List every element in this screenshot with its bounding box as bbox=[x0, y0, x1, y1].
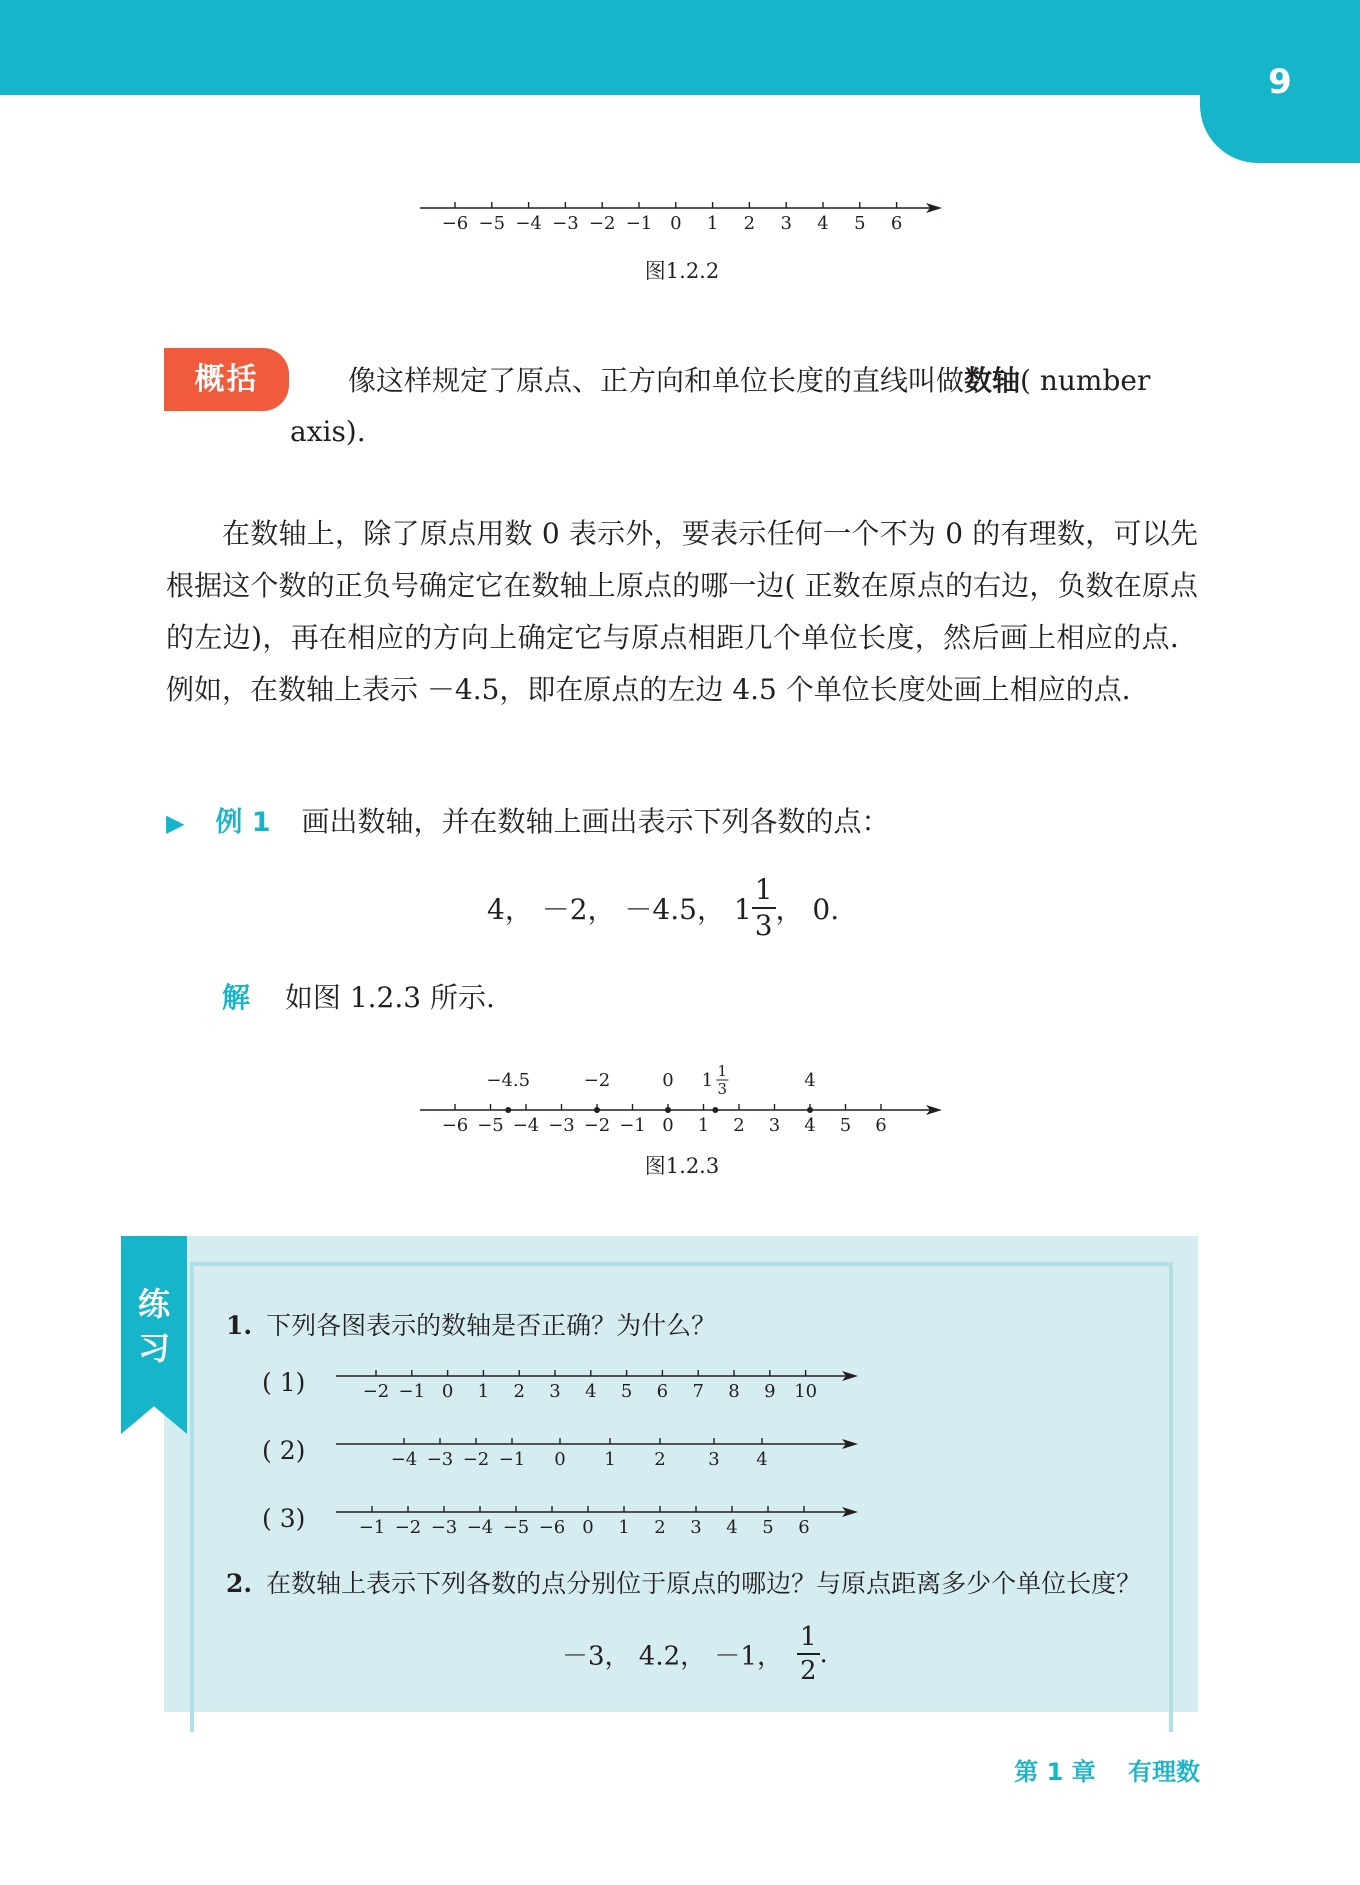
data-point bbox=[712, 1107, 718, 1113]
axis-1-label: ( 1) bbox=[262, 1368, 306, 1397]
tick-label: 7 bbox=[692, 1381, 704, 1402]
example-numbers-suffix: ， 0. bbox=[775, 893, 840, 926]
tick-label: 6 bbox=[890, 213, 903, 234]
exercise-tag bbox=[121, 1282, 187, 1370]
tick-label: 0 bbox=[662, 1115, 674, 1136]
example-numbers bbox=[487, 873, 840, 942]
tick-label: 1 bbox=[706, 213, 719, 234]
summary-text-line1 bbox=[348, 355, 1150, 407]
point-label: −4.5 bbox=[486, 1070, 531, 1091]
question-2-number: 2. bbox=[226, 1569, 253, 1598]
tick-label: 4 bbox=[726, 1517, 738, 1538]
summary-tag: 概括 bbox=[164, 348, 289, 411]
tick-label: 2 bbox=[733, 1115, 745, 1136]
fraction-denominator: 3 bbox=[754, 909, 773, 942]
tick-label: −4 bbox=[466, 1517, 494, 1538]
tick-label: 1 bbox=[618, 1517, 630, 1538]
tick-label: 2 bbox=[654, 1517, 666, 1538]
tick-label: 4 bbox=[804, 1115, 816, 1136]
tick-label: 2 bbox=[654, 1449, 666, 1470]
summary-text-line2: axis). bbox=[290, 415, 366, 448]
tick-label: −2 bbox=[362, 1381, 390, 1402]
point-label: 4 bbox=[804, 1070, 816, 1091]
q2-fraction-numerator: 1 bbox=[797, 1624, 820, 1655]
tick-label: 4 bbox=[817, 213, 829, 234]
exercise-tag-line1: 练 bbox=[137, 1285, 170, 1323]
tick-label: −3 bbox=[548, 1115, 575, 1136]
fraction-numerator: 1 bbox=[752, 876, 776, 909]
figure-caption-1-2-2: 图1.2.2 bbox=[644, 259, 720, 283]
tick-label: −3 bbox=[430, 1517, 458, 1538]
q2-fraction-denominator: 2 bbox=[799, 1656, 817, 1686]
q2-numbers-prefix: －3， 4.2， －1， bbox=[562, 1641, 783, 1672]
tick-label: −1 bbox=[619, 1115, 646, 1136]
data-point bbox=[594, 1107, 600, 1113]
exercise-axis-1 bbox=[330, 1362, 860, 1408]
body-paragraph bbox=[166, 508, 1198, 716]
tick-label: 6 bbox=[798, 1517, 810, 1538]
solution-label: 解 bbox=[222, 981, 251, 1014]
tick-label: 6 bbox=[656, 1381, 669, 1402]
tick-label: 0 bbox=[554, 1449, 566, 1470]
tick-label: −2 bbox=[588, 213, 616, 234]
tick-label: −2 bbox=[462, 1449, 490, 1470]
summary-text: 像这样规定了原点、正方向和单位长度的直线叫做 bbox=[348, 364, 965, 397]
tick-label: 5 bbox=[854, 213, 866, 234]
tick-label: −5 bbox=[502, 1517, 530, 1538]
header-bar bbox=[0, 0, 1360, 95]
tick-label: −6 bbox=[441, 213, 469, 234]
question-2-text: 在数轴上表示下列各数的点分别位于原点的哪边？与原点距离多少个单位长度？ bbox=[266, 1569, 1142, 1598]
example-label: 例 1 bbox=[215, 807, 271, 838]
tick-label: 2 bbox=[513, 1381, 525, 1402]
axis-2-label: ( 2) bbox=[262, 1436, 306, 1465]
tick-label: 5 bbox=[620, 1381, 633, 1402]
tick-label: 0 bbox=[582, 1517, 594, 1538]
question-1 bbox=[226, 1306, 716, 1342]
tick-label: 2 bbox=[743, 213, 756, 234]
tick-label: −1 bbox=[358, 1517, 386, 1538]
tick-label: 9 bbox=[764, 1381, 776, 1402]
point-label-numerator: 1 bbox=[717, 1062, 728, 1080]
chapter-footer bbox=[960, 1752, 1200, 1787]
exercise-axis-3 bbox=[330, 1498, 860, 1544]
page-number: 9 bbox=[1268, 62, 1292, 102]
tick-label: 1 bbox=[697, 1115, 710, 1136]
tick-label: −6 bbox=[441, 1115, 469, 1136]
tick-label: 8 bbox=[728, 1381, 740, 1402]
example-heading bbox=[166, 800, 889, 840]
q2-fraction bbox=[797, 1624, 820, 1684]
question-1-text: 下列各图表示的数轴是否正确？为什么？ bbox=[266, 1311, 717, 1340]
tick-label: −5 bbox=[477, 1115, 504, 1136]
figure-caption-1-2-3: 图1.2.3 bbox=[644, 1154, 720, 1178]
point-label: 0 bbox=[662, 1070, 674, 1091]
tick-label: 1 bbox=[477, 1381, 490, 1402]
data-point bbox=[505, 1107, 511, 1113]
point-label: −2 bbox=[583, 1070, 611, 1091]
tick-label: 3 bbox=[690, 1517, 702, 1538]
footer-title: 有理数 bbox=[1128, 1758, 1200, 1786]
tick-label: 5 bbox=[839, 1115, 852, 1136]
tick-label: 5 bbox=[762, 1517, 774, 1538]
summary-text-end: ( number bbox=[1020, 364, 1151, 397]
tick-label: 3 bbox=[768, 1115, 781, 1136]
tick-label: −3 bbox=[426, 1449, 454, 1470]
tick-label: 1 bbox=[604, 1449, 616, 1470]
tick-label: −1 bbox=[625, 213, 653, 234]
example-marker-icon: ▶ bbox=[166, 809, 185, 837]
example-fraction bbox=[752, 873, 776, 942]
tick-label: 4 bbox=[585, 1381, 597, 1402]
tick-label: −5 bbox=[478, 213, 506, 234]
tick-label: 3 bbox=[549, 1381, 561, 1402]
solution bbox=[222, 976, 495, 1016]
exercise-axis-2 bbox=[330, 1430, 860, 1476]
question-2-numbers bbox=[562, 1624, 828, 1684]
footer-chapter: 第 1 章 bbox=[1014, 1758, 1096, 1786]
question-2 bbox=[226, 1564, 1141, 1600]
axis-3-label: ( 3) bbox=[262, 1504, 306, 1533]
paragraph-text: 在数轴上，除了原点用数 0 表示外，要表示任何一个不为 0 的有理数，可以先根据这个数的正负号确定它在数轴上原点的哪一边( 正数在原点的右边，负数在原点的左边)，再在相应的方向上确定它与原点相距几个单位长度，然后画上相应的点．例如，在数轴上表示 －4.5，即在原点的左边 4.5 个单位长度处画上相应的点． bbox=[166, 517, 1198, 706]
tick-label: −6 bbox=[538, 1517, 566, 1538]
tick-label: −4 bbox=[515, 213, 542, 234]
tick-label: 10 bbox=[794, 1381, 818, 1402]
q2-numbers-suffix: . bbox=[819, 1639, 828, 1669]
example-prompt: 画出数轴，并在数轴上画出表示下列各数的点： bbox=[301, 805, 890, 838]
tick-label: −1 bbox=[498, 1449, 526, 1470]
question-1-number: 1. bbox=[226, 1311, 253, 1340]
example-numbers-prefix: 4， －2， －4.5， 1 bbox=[487, 893, 752, 926]
tick-label: 0 bbox=[441, 1381, 454, 1402]
tick-label: −3 bbox=[552, 213, 579, 234]
tick-label: 0 bbox=[670, 213, 682, 234]
tick-label: 3 bbox=[780, 213, 792, 234]
tick-label: −2 bbox=[583, 1115, 611, 1136]
tick-label: −2 bbox=[394, 1517, 422, 1538]
tick-label: −1 bbox=[398, 1381, 426, 1402]
tick-label: 4 bbox=[756, 1449, 768, 1470]
tick-label: −4 bbox=[512, 1115, 540, 1136]
point-label-denominator: 3 bbox=[717, 1080, 728, 1098]
number-line-figure-1-2-2 bbox=[410, 196, 950, 236]
data-point bbox=[665, 1107, 671, 1113]
tick-label: 6 bbox=[875, 1115, 887, 1136]
tick-label: −4 bbox=[390, 1449, 418, 1470]
point-label: 1 bbox=[701, 1070, 714, 1091]
tick-label: 3 bbox=[708, 1449, 720, 1470]
summary-term: 数轴 bbox=[964, 364, 1021, 397]
data-point bbox=[807, 1107, 813, 1113]
number-line-figure-1-2-3 bbox=[410, 1058, 950, 1138]
exercise-tag-line2: 习 bbox=[137, 1329, 170, 1367]
solution-text: 如图 1.2.3 所示. bbox=[284, 981, 495, 1014]
